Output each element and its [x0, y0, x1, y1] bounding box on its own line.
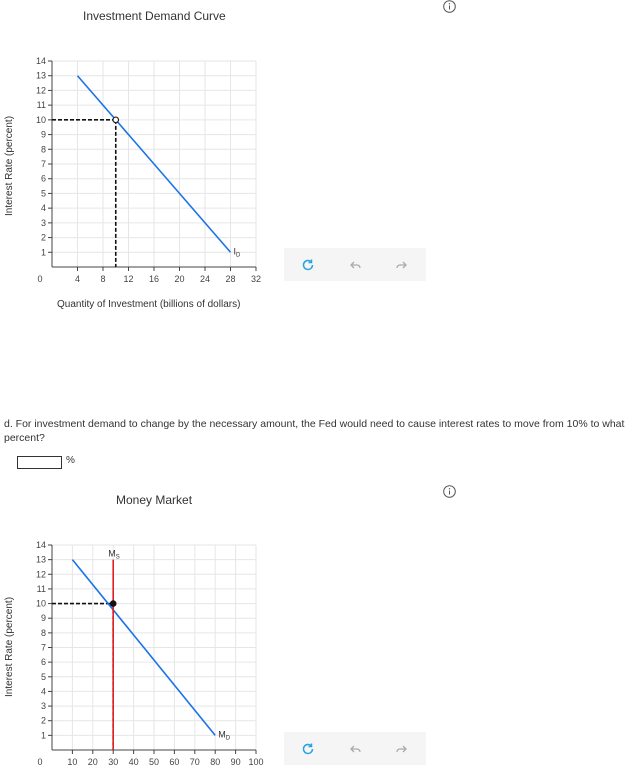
series-label-ms: $M_S$ [108, 548, 120, 561]
y-axis-label-investment: Interest Rate (percent) [4, 115, 15, 216]
graph-toolbar [284, 732, 426, 765]
y-tick-label: 13 [35, 554, 46, 565]
series-label-id: $I_D$ [233, 246, 241, 259]
y-axis-label-money: Interest Rate (percent) [4, 596, 15, 697]
redo-icon[interactable] [392, 739, 412, 759]
origin-label: 0 [37, 757, 43, 767]
chart-title-investment: Investment Demand Curve [83, 9, 226, 23]
y-tick-label: 9 [40, 613, 46, 624]
y-tick-label: 1 [40, 247, 46, 258]
y-tick-label: 14 [35, 56, 46, 66]
x-tick-label: 8 [100, 274, 106, 284]
series-label-md: $M_D$ [218, 729, 231, 742]
x-tick-label: 70 [189, 757, 200, 767]
x-axis-label-investment: Quantity of Investment (billions of dollars) [57, 299, 241, 310]
y-tick-label: 1 [40, 730, 46, 741]
y-tick-label: 11 [36, 100, 46, 111]
x-tick-label: 10 [67, 757, 78, 767]
y-tick-label: 13 [35, 70, 46, 81]
x-tick-label: 90 [230, 757, 241, 767]
y-tick-label: 5 [40, 188, 46, 199]
y-tick-label: 8 [40, 627, 46, 638]
x-tick-label: 12 [123, 274, 134, 284]
y-tick-label: 8 [40, 144, 46, 155]
x-tick-label: 30 [108, 757, 119, 767]
x-tick-label: 100 [248, 757, 264, 767]
y-tick-label: 14 [35, 540, 46, 550]
x-tick-label: 60 [169, 757, 180, 767]
y-tick-label: 4 [40, 686, 46, 697]
y-tick-label: 10 [35, 114, 46, 125]
x-tick-label: 32 [250, 274, 262, 284]
y-tick-label: 3 [40, 217, 46, 228]
y-tick-label: 2 [40, 715, 46, 726]
y-tick-label: 4 [40, 203, 46, 214]
y-tick-label: 6 [40, 657, 46, 668]
y-tick-label: 11 [36, 583, 46, 594]
origin-label: 0 [37, 274, 43, 284]
x-tick-label: 20 [174, 274, 185, 284]
x-tick-label: 50 [148, 757, 160, 767]
x-tick-label: 4 [74, 274, 81, 284]
y-tick-label: 3 [40, 701, 46, 712]
x-tick-label: 16 [148, 274, 160, 284]
x-tick-label: 28 [225, 274, 236, 284]
y-tick-label: 9 [40, 129, 46, 140]
equilibrium-point [110, 601, 116, 607]
y-tick-label: 12 [35, 569, 46, 580]
x-tick-label: 24 [199, 274, 211, 284]
chart-title-money-market: Money Market [116, 493, 193, 507]
x-tick-label: 80 [210, 757, 221, 767]
y-tick-label: 7 [40, 642, 46, 653]
y-tick-label: 6 [40, 173, 46, 184]
y-tick-label: 12 [35, 85, 46, 96]
x-tick-label: 20 [87, 757, 98, 767]
percent-unit: % [66, 455, 75, 466]
question-text: d. For investment demand to change by the necessary amount, the Fed would need to cause interest rates to move from 10% to what percent? [4, 418, 625, 444]
x-tick-label: 40 [128, 757, 139, 767]
y-tick-label: 7 [40, 159, 46, 169]
y-tick-label: 10 [35, 598, 46, 609]
y-tick-label: 2 [40, 232, 46, 243]
y-tick-label: 5 [40, 671, 46, 682]
refresh-icon[interactable] [298, 739, 318, 759]
undo-icon[interactable] [345, 739, 365, 759]
